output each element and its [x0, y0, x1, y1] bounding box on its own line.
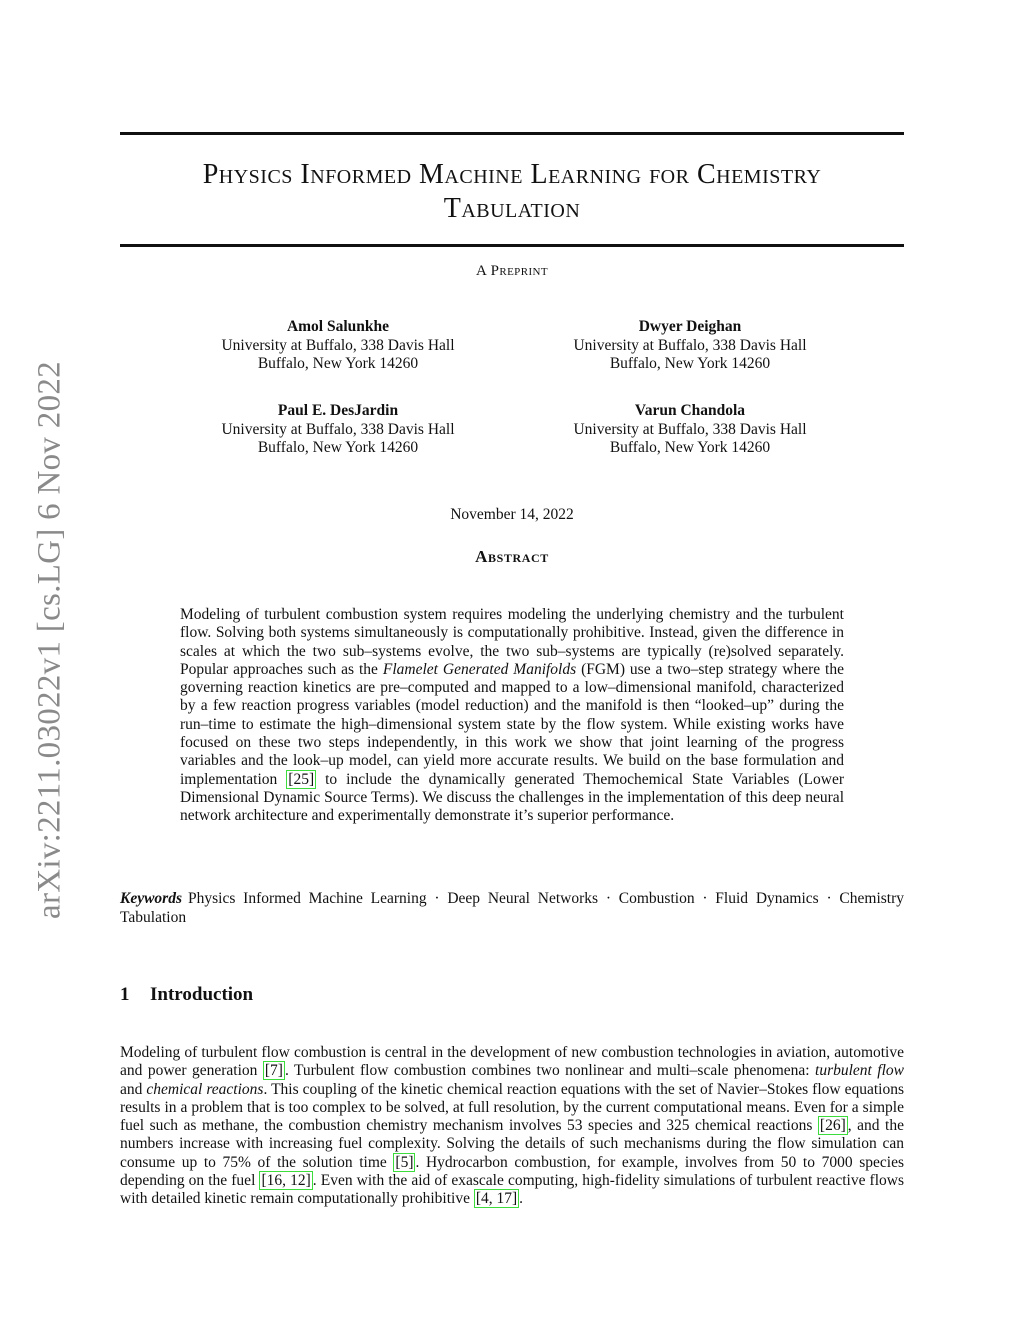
- intro-part: . Even with the aid of exascale computing, high-fidelity simulations of turbulent reactive flows with detailed kinetic remain computationally prohibitive: [120, 1172, 904, 1208]
- author-block: [520, 402, 860, 458]
- abstract-emphasis: Flamelet Generated Manifolds: [382, 660, 577, 678]
- section-heading-introduction: [120, 984, 253, 1006]
- citation-link[interactable]: [26]: [819, 1117, 846, 1135]
- introduction-paragraph: [120, 1044, 904, 1209]
- author-block: [168, 318, 508, 374]
- author-address: Buffalo, New York 14260: [609, 355, 771, 372]
- abstract-text: [180, 606, 844, 826]
- author-affiliation: University at Buffalo, 338 Davis Hall: [573, 336, 807, 354]
- intro-part: . This coupling of the kinetic chemical reaction equations with the set of Navier–Stokes flow equations results in a problem that is too complex to be solved, at full resolution, by the current computational means. Even for a simple fuel such as methane, the combustion chemistry mechanism involves 53 species and 325 chemical reactions: [120, 1080, 904, 1135]
- author-address: Buffalo, New York 14260: [609, 439, 771, 456]
- intro-emphasis: turbulent flow: [815, 1062, 905, 1080]
- abstract-part: to include the dynamically generated Themochemical State Variables (Lower Dimensional Dynamic Source Terms). We discuss the challenges in the implementation of this deep neural network architecture and experimentally demonstrate it’s superior performance.: [180, 770, 844, 825]
- author-affiliation: University at Buffalo, 338 Davis Hall: [221, 336, 455, 354]
- keywords-text: Physics Informed Machine Learning · Deep Neural Networks · Combustion · Fluid Dynamics · Chemistry Tabulation: [120, 890, 904, 926]
- title-rule-top: [120, 132, 904, 135]
- publication-date: November 14, 2022: [450, 506, 574, 523]
- author-name: Dwyer Deighan: [638, 318, 742, 335]
- intro-emphasis: chemical reactions: [146, 1080, 264, 1098]
- citation-link[interactable]: [5]: [395, 1153, 414, 1171]
- intro-part: . Hydrocarbon combustion, for example, involves from 50 to 7000 species depending on the fuel: [120, 1153, 904, 1190]
- citation-link[interactable]: [25]: [288, 770, 315, 788]
- abstract-part: Modeling of turbulent combustion system requires modeling the underlying chemistry and the turbulent flow. Solving both systems simultaneously is computationally prohibitive. Instead, given the difference in scales at which the two sub–systems evolve, the two sub–systems are typically (re)solved separately. Popular approaches such as the: [180, 606, 844, 678]
- preprint-label: A Preprint: [476, 263, 548, 279]
- citation-link[interactable]: [7]: [264, 1062, 283, 1080]
- author-affiliation: University at Buffalo, 338 Davis Hall: [573, 420, 807, 438]
- intro-part: Modeling of turbulent flow combustion is central in the development of new combustion technologies in aviation, automotive and power generation: [120, 1044, 904, 1080]
- keywords: [120, 890, 904, 927]
- title-rule-bottom: [120, 244, 904, 247]
- author-affiliation: University at Buffalo, 338 Davis Hall: [221, 420, 455, 438]
- title-line-1: Physics Informed Machine Learning for Chemistry: [202, 159, 822, 190]
- author-name: Varun Chandola: [634, 402, 746, 419]
- author-address: Buffalo, New York 14260: [257, 439, 419, 456]
- title-line-2: Tabulation: [443, 193, 581, 224]
- author-name: Paul E. DesJardin: [277, 402, 399, 419]
- author-block: [168, 402, 508, 458]
- keywords-label: Keywords: [120, 890, 182, 907]
- paper-title: [120, 158, 904, 226]
- arxiv-identifier: arXiv:2211.03022v1 [cs.LG] 6 Nov 2022: [31, 361, 68, 919]
- intro-part: .: [519, 1190, 524, 1208]
- author-block: [520, 318, 860, 374]
- abstract-heading: Abstract: [475, 547, 549, 566]
- author-address: Buffalo, New York 14260: [257, 355, 419, 372]
- intro-part: , and the numbers increase with increasing fuel complexity. Solving the details of such mechanisms during the flow simulation can consume up to 75% of the solution time: [120, 1117, 904, 1171]
- author-name: Amol Salunkhe: [286, 318, 390, 335]
- section-title: Introduction: [150, 984, 254, 1005]
- citation-link[interactable]: [4, 17]: [475, 1190, 518, 1208]
- abstract-part: (FGM) use a two–step strategy where the governing reaction kinetics are pre–computed and mapped to a low–dimensional manifold, characterized by a few reaction progress variables (model reduction) and the manifold is then “looked–up” during the run–time to estimate the high–dimensional system state by the flow system. While existing works have focused on these two steps independently, in this work we show that joint learning of the progress variables and the look–up model, can yield more accurate results. We build on the base formulation and implementation: [180, 660, 844, 788]
- intro-part: . Turbulent flow combustion combines two nonlinear and multi–scale phenomena:: [284, 1062, 816, 1080]
- section-number: 1: [120, 984, 130, 1005]
- intro-part: and: [120, 1080, 147, 1098]
- citation-link[interactable]: [16, 12]: [261, 1172, 311, 1190]
